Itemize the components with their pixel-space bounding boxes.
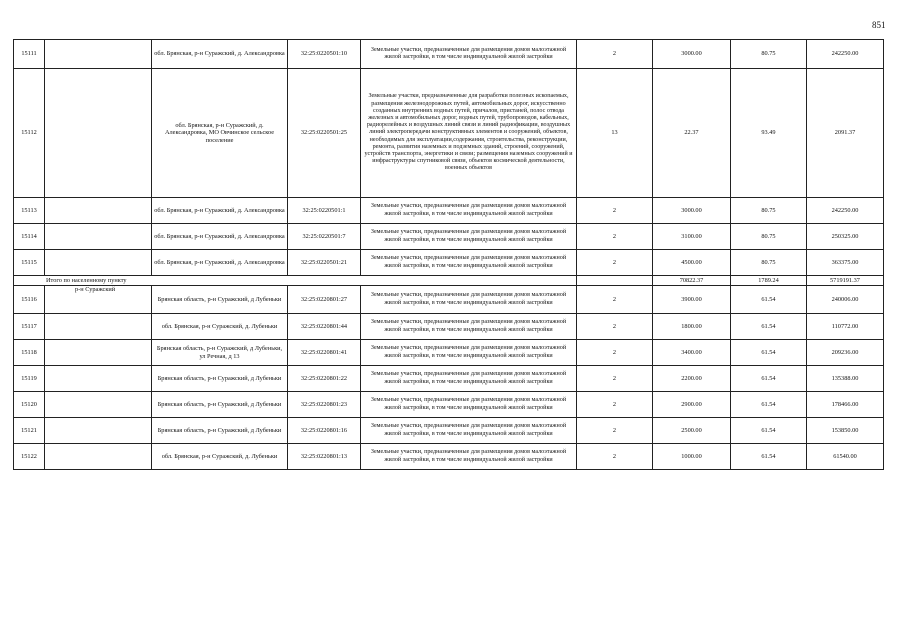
row-id: 15121 [14,418,45,444]
row-area: 4500.00 [653,250,731,276]
row-value: 242250.00 [807,40,884,69]
cadastral-value-table [13,39,884,470]
row-id: 15116 [14,286,45,314]
table-row [14,366,884,392]
row-rate: 61.54 [731,392,807,418]
row-count: 2 [577,392,653,418]
row-cadastral-number: 32:25:0220501:7 [288,224,361,250]
empty-cell [577,276,653,286]
total-label: Итого по населенному пункту [14,276,577,286]
row-rate: 61.54 [731,444,807,470]
row-id: 15120 [14,392,45,418]
empty-cell [45,40,152,69]
empty-cell [45,340,152,366]
row-area: 3400.00 [653,340,731,366]
row-value: 242250.00 [807,198,884,224]
row-cadastral-number: 32:25:0220801:41 [288,340,361,366]
row-rate: 61.54 [731,366,807,392]
row-id: 15117 [14,314,45,340]
row-cadastral-number: 32:25:0220501:10 [288,40,361,69]
row-value: 363375.00 [807,250,884,276]
empty-cell [45,314,152,340]
row-address: Брянская область, р-н Суражский, д Лубеньки [152,366,288,392]
row-address: Брянская область, р-н Суражский, д Лубеньки, ул Речная, д 13 [152,340,288,366]
row-value: 2091.37 [807,69,884,198]
row-value: 250325.00 [807,224,884,250]
table-row [14,340,884,366]
row-count: 2 [577,418,653,444]
row-purpose: Земельные участки, предназначенные для размещения домов малоэтажной жилой застройки, в том числе индивидуальной жилой застройки [361,40,577,69]
row-value: 209236.00 [807,340,884,366]
row-cadastral-number: 32:25:0220501:21 [288,250,361,276]
table-row [14,69,884,198]
row-purpose: Земельные участки, предназначенные для размещения домов малоэтажной жилой застройки, в том числе индивидуальной жилой застройки [361,392,577,418]
table-row [14,198,884,224]
row-count: 2 [577,40,653,69]
empty-cell [45,250,152,276]
empty-cell [45,366,152,392]
row-rate: 80.75 [731,224,807,250]
row-rate: 93.49 [731,69,807,198]
row-purpose: Земельные участки, предназначенные для размещения домов малоэтажной жилой застройки, в том числе индивидуальной жилой застройки [361,418,577,444]
table-row [14,250,884,276]
row-value: 240006.00 [807,286,884,314]
row-address: обл. Брянская, р-н Суражский, д. Лубеньки [152,444,288,470]
row-value: 61540.00 [807,444,884,470]
row-purpose: Земельные участки, предназначенные для размещения домов малоэтажной жилой застройки, в том числе индивидуальной жилой застройки [361,198,577,224]
row-value: 110772.00 [807,314,884,340]
row-count: 2 [577,198,653,224]
empty-cell [45,444,152,470]
row-rate: 80.75 [731,250,807,276]
row-id: 15114 [14,224,45,250]
row-count: 2 [577,314,653,340]
row-area: 2900.00 [653,392,731,418]
table-row [14,40,884,69]
page-number: 851 [872,20,886,30]
row-value: 135388.00 [807,366,884,392]
row-rate: 61.54 [731,418,807,444]
row-purpose: Земельные участки, предназначенные для разработки полезных ископаемых, размещения железнодорожных путей, автомобильных дорог, искусственно созданных внутренних водных путей, причалов, пристаней, полос отвода железных и автомобильных дорог, водных путей, трубопроводов, кабельных, радиорелейных и воздушных линий связи и линий радиофикации, воздушных линий электропередачи конструктивных элементов и сооружений, объектов, необходимых для эксплуатации,содержания, строительства, реконструкции, ремонта, развития наземных и подземных зданий, строений, сооружений, устройств транспорта, энергетики и связи; размещения наземных сооружений и инфраструктуры спутниковой связи, объектов космической деятельности, военных объектов [361,69,577,198]
total-value: 5719191.37 [807,276,884,286]
row-cadastral-number: 32:25:0220501:1 [288,198,361,224]
row-address: Брянская область, р-н Суражский, д Лубеньки [152,418,288,444]
row-purpose: Земельные участки, предназначенные для размещения домов малоэтажной жилой застройки, в том числе индивидуальной жилой застройки [361,340,577,366]
row-address: Брянская область, р-н Суражский, д Лубеньки [152,286,288,314]
table-row [14,392,884,418]
row-id: 15115 [14,250,45,276]
row-area: 3100.00 [653,224,731,250]
total-rate: 1789.24 [731,276,807,286]
row-id: 15119 [14,366,45,392]
row-area: 1800.00 [653,314,731,340]
row-rate: 61.54 [731,340,807,366]
empty-cell [45,69,152,198]
row-count: 2 [577,250,653,276]
row-count: 2 [577,366,653,392]
row-value: 153850.00 [807,418,884,444]
row-id: 15122 [14,444,45,470]
empty-cell [45,418,152,444]
row-area: 3900.00 [653,286,731,314]
row-rate: 61.54 [731,314,807,340]
row-address: обл. Брянская, р-н Суражский, д. Александровка, МО Овчинское сельское поселение [152,69,288,198]
empty-cell [45,198,152,224]
row-count: 13 [577,69,653,198]
row-count: 2 [577,444,653,470]
row-address: Брянская область, р-н Суражский, д Лубеньки [152,392,288,418]
row-count: 2 [577,286,653,314]
row-value: 178466.00 [807,392,884,418]
row-cadastral-number: 32:25:0220801:16 [288,418,361,444]
row-address: обл. Брянская, р-н Суражский, д. Александровка [152,40,288,69]
empty-cell [45,392,152,418]
row-purpose: Земельные участки, предназначенные для размещения домов малоэтажной жилой застройки, в том числе индивидуальной жилой застройки [361,224,577,250]
row-cadastral-number: 32:25:0220801:23 [288,392,361,418]
row-cadastral-number: 32:25:0220801:27 [288,286,361,314]
row-area: 1000.00 [653,444,731,470]
row-cadastral-number: 32:25:0220801:22 [288,366,361,392]
row-purpose: Земельные участки, предназначенные для размещения домов малоэтажной жилой застройки, в том числе индивидуальной жилой застройки [361,366,577,392]
row-id: 15112 [14,69,45,198]
row-id: 15113 [14,198,45,224]
row-cadastral-number: 32:25:0220801:44 [288,314,361,340]
row-area: 3000.00 [653,40,731,69]
row-address: обл. Брянская, р-н Суражский, д. Александровка [152,198,288,224]
row-purpose: Земельные участки, предназначенные для размещения домов малоэтажной жилой застройки, в том числе индивидуальной жилой застройки [361,286,577,314]
table-row [14,224,884,250]
total-row [14,276,884,286]
row-rate: 61.54 [731,286,807,314]
row-area: 2200.00 [653,366,731,392]
row-cadastral-number: 32:25:0220801:13 [288,444,361,470]
row-address: обл. Брянская, р-н Суражский, д. Александровка [152,224,288,250]
row-purpose: Земельные участки, предназначенные для размещения домов малоэтажной жилой застройки, в том числе индивидуальной жилой застройки [361,314,577,340]
row-count: 2 [577,340,653,366]
row-rate: 80.75 [731,40,807,69]
row-rate: 80.75 [731,198,807,224]
row-address: обл. Брянская, р-н Суражский, д. Лубеньки [152,314,288,340]
table-row [14,418,884,444]
row-id: 15111 [14,40,45,69]
table-row [14,286,884,314]
row-area: 2500.00 [653,418,731,444]
row-id: 15118 [14,340,45,366]
row-area: 3000.00 [653,198,731,224]
row-area: 22.37 [653,69,731,198]
total-area: 70822.37 [653,276,731,286]
row-purpose: Земельные участки, предназначенные для размещения домов малоэтажной жилой застройки, в том числе индивидуальной жилой застройки [361,250,577,276]
table-row [14,314,884,340]
section-label: р-н Суражский [45,286,152,314]
table-row [14,444,884,470]
row-count: 2 [577,224,653,250]
row-cadastral-number: 32:25:0220501:25 [288,69,361,198]
empty-cell [45,224,152,250]
row-purpose: Земельные участки, предназначенные для размещения домов малоэтажной жилой застройки, в том числе индивидуальной жилой застройки [361,444,577,470]
row-address: обл. Брянская, р-н Суражский, д. Александровка [152,250,288,276]
